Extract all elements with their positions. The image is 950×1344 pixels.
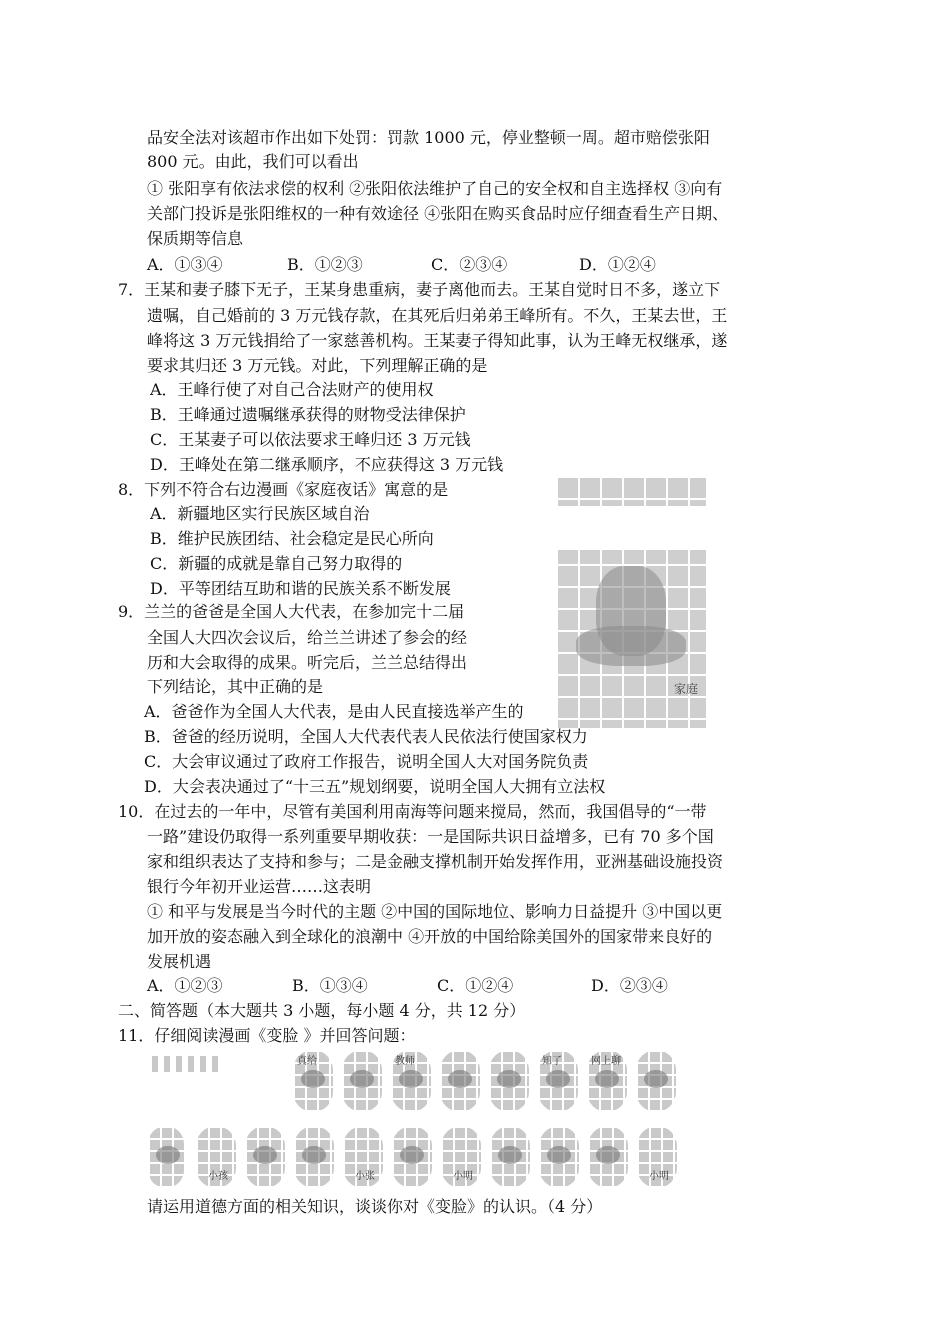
cartoon-panel-bottom-11 [637, 1126, 677, 1188]
face-icon [302, 1146, 326, 1164]
q7-option-b[interactable]: B．王峰通过遗嘱继承获得的财物受法律保护 [150, 405, 466, 424]
q10-statement-1: ① 和平与发展是当今时代的主题 ②中国的国际地位、影响力日益提升 ③中国以更 [147, 902, 723, 921]
q7-option-c[interactable]: C．王某妻子可以依法要求王峰归还 3 万元钱 [150, 430, 471, 449]
q7-stem-line-1: 7．王某和妻子膝下无子，王某身患重病，妻子离他而去。王某自觉时日不多，遂立下 [118, 280, 721, 299]
q8-option-d[interactable]: D．平等团结互助和谐的民族关系不断发展 [150, 579, 451, 598]
face-icon [546, 1070, 570, 1088]
q9-option-c[interactable]: C．大会审议通过了政府工作报告，说明全国人大对国务院负责 [144, 752, 589, 771]
q7-stem-line-3: 峰将这 3 万元钱捐给了一家慈善机构。王某妻子得知此事，认为王峰无权继承，遂 [147, 331, 728, 350]
face-icon [498, 1146, 522, 1164]
q7-stem-line-2: 遗嘱，自己婚前的 3 万元钱存款，在其死后归弟弟王峰所有。不久，王某去世，王 [147, 306, 728, 325]
q10-stem-line-2: 一路”建设仍取得一系列重要早期收获：一是国际共识日益增多，已有 70 多个国 [147, 827, 714, 846]
q9-stem-line-3: 历和大会取得的成果。听完后，兰兰总结得出 [147, 653, 468, 672]
q10-choice-d[interactable]: D．②③④ [591, 976, 668, 995]
cartoon-caption-3: 小明 [453, 1171, 473, 1182]
cartoon-panel-top-4 [440, 1050, 480, 1112]
q10-statement-2: 加开放的姿态融入到全球化的浪潮中 ④开放的中国给除美国外的国家带来良好的 [147, 927, 713, 946]
q9-option-d[interactable]: D．大会表决通过了“十三五”规划纲要，说明全国人大拥有立法权 [144, 777, 606, 796]
cartoon-panel-top-1 [293, 1050, 333, 1112]
q6-line-2: 800 元。由此，我们可以看出 [147, 152, 359, 171]
q6-line-1: 品安全法对该超市作出如下处罚：罚款 1000 元，停业整顿一周。超市赔偿张阳 [147, 128, 710, 147]
cartoon-panel-bottom-9 [539, 1126, 579, 1188]
q6-statement-2: 关部门投诉是张阳维权的一种有效途径 ④张阳在购买食品时应仔细查看生产日期、 [147, 204, 729, 223]
q6-choice-d[interactable]: D．①②④ [579, 255, 656, 274]
q6-choice-b[interactable]: B．①②③ [287, 255, 363, 274]
cartoon-panel-bottom-5 [343, 1126, 383, 1188]
cartoon-caption-4: 小明 [649, 1171, 669, 1182]
face-icon [596, 1146, 620, 1164]
face-icon [595, 1070, 619, 1088]
cartoon-panel-top-8 [636, 1050, 676, 1112]
q11-prompt: 请运用道德方面的相关知识，谈谈你对《变脸》的认识。（4 分） [147, 1197, 603, 1216]
face-icon [350, 1070, 374, 1088]
q9-stem-line-2: 全国人大四次会议后，给兰兰讲述了参会的经 [147, 628, 468, 647]
cartoon-panel-bottom-3 [245, 1126, 285, 1188]
cartoon-panel-top-2 [342, 1050, 382, 1112]
face-icon [547, 1146, 571, 1164]
cartoon-panel-top-5 [489, 1050, 529, 1112]
face-icon [301, 1070, 325, 1088]
cartoon-panel-bottom-7 [441, 1126, 481, 1188]
cartoon-table-icon [576, 626, 686, 666]
q8-option-a[interactable]: A．新疆地区实行民族区域自治 [150, 504, 370, 523]
q10-choice-c[interactable]: C．①②④ [437, 976, 514, 995]
cartoon-caption: 家庭 [673, 682, 698, 696]
q10-stem-line-1: 10．在过去的一年中，尽管有美国利用南海等问题来搅局，然而，我国倡导的“一带 [118, 802, 707, 821]
cartoon-bubble-4: 网上聊 [591, 1056, 621, 1067]
q10-statement-3: 发展机遇 [147, 952, 212, 971]
cartoon-panel-top-6 [538, 1050, 578, 1112]
q7-option-d[interactable]: D．王峰处在第二继承顺序，不应获得这 3 万元钱 [150, 455, 504, 474]
q8-option-b[interactable]: B．维护民族团结、社会稳定是民心所向 [150, 529, 434, 548]
face-icon [399, 1070, 423, 1088]
cartoon-panel-bottom-2 [196, 1126, 236, 1188]
cartoon-panel-bottom-4 [294, 1126, 334, 1188]
q8-option-c[interactable]: C．新疆的成就是靠自己努力取得的 [150, 554, 403, 573]
q10-choice-b[interactable]: B．①③④ [292, 976, 368, 995]
q7-stem-line-4: 要求其归还 3 万元钱。对此，下列理解正确的是 [147, 356, 488, 375]
q7-option-a[interactable]: A．王峰行使了对自己合法财产的使用权 [150, 380, 434, 399]
q10-choice-a[interactable]: A．①②③ [147, 976, 223, 995]
cartoon-bubble-3: 知了 [542, 1056, 562, 1067]
q9-option-a[interactable]: A．爸爸作为全国人大代表，是由人民直接选举产生的 [144, 702, 524, 721]
cartoon-bubble-2: 教师 [395, 1056, 415, 1067]
face-icon [644, 1070, 668, 1088]
face-icon [156, 1146, 180, 1164]
cartoon-caption-1: 小孩 [208, 1171, 228, 1182]
cartoon-panel-bottom-1 [148, 1126, 184, 1188]
book-icon [253, 1146, 277, 1164]
q11-stem: 11．仔细阅读漫画《变脸 》并回答问题： [118, 1026, 416, 1045]
cartoon-panel-bottom-10 [588, 1126, 628, 1188]
cartoon-bubble-1: 真给 [297, 1056, 317, 1067]
q9-stem-line-1: 9．兰兰的爸爸是全国人大代表，在参加完十二届 [118, 602, 465, 621]
cartoon-caption-2: 小张 [355, 1171, 375, 1182]
q9-option-b[interactable]: B．爸爸的经历说明，全国人大代表代表人民依法行使国家权力 [144, 727, 588, 746]
q6-choice-a[interactable]: A．①③④ [147, 255, 223, 274]
q10-stem-line-3: 家和组织表达了支持和参与；二是金融支撑机制开始发挥作用，亚洲基础设施投资 [147, 852, 724, 871]
cartoon-panel-bottom-8 [490, 1126, 530, 1188]
face-icon [497, 1070, 521, 1088]
q10-stem-line-4: 银行今年初开业运营……这表明 [147, 877, 372, 896]
cartoon-speech-bubble [556, 506, 706, 550]
q6-statement-1: ① 张阳享有依法求偿的权利 ②张阳依法维护了自己的安全权和自主选择权 ③向有 [147, 179, 723, 198]
face-icon [400, 1146, 424, 1164]
cartoon-panel-bottom-6 [392, 1126, 432, 1188]
q6-statement-3: 保质期等信息 [147, 229, 244, 248]
q8-stem: 8．下列不符合右边漫画《家庭夜话》寓意的是 [118, 480, 449, 499]
cartoon-panel-top-7 [587, 1050, 627, 1112]
cartoon-panel-top-3 [391, 1050, 431, 1112]
q6-choice-c[interactable]: C．②③④ [431, 255, 508, 274]
section-2-title: 二、简答题（本大题共 3 小题，每小题 4 分，共 12 分） [118, 1001, 526, 1020]
face-icon [448, 1070, 472, 1088]
q9-stem-line-4: 下列结论，其中正确的是 [147, 677, 324, 696]
cartoon-title-scribble [152, 1056, 222, 1072]
family-night-talk-cartoon [556, 476, 706, 728]
